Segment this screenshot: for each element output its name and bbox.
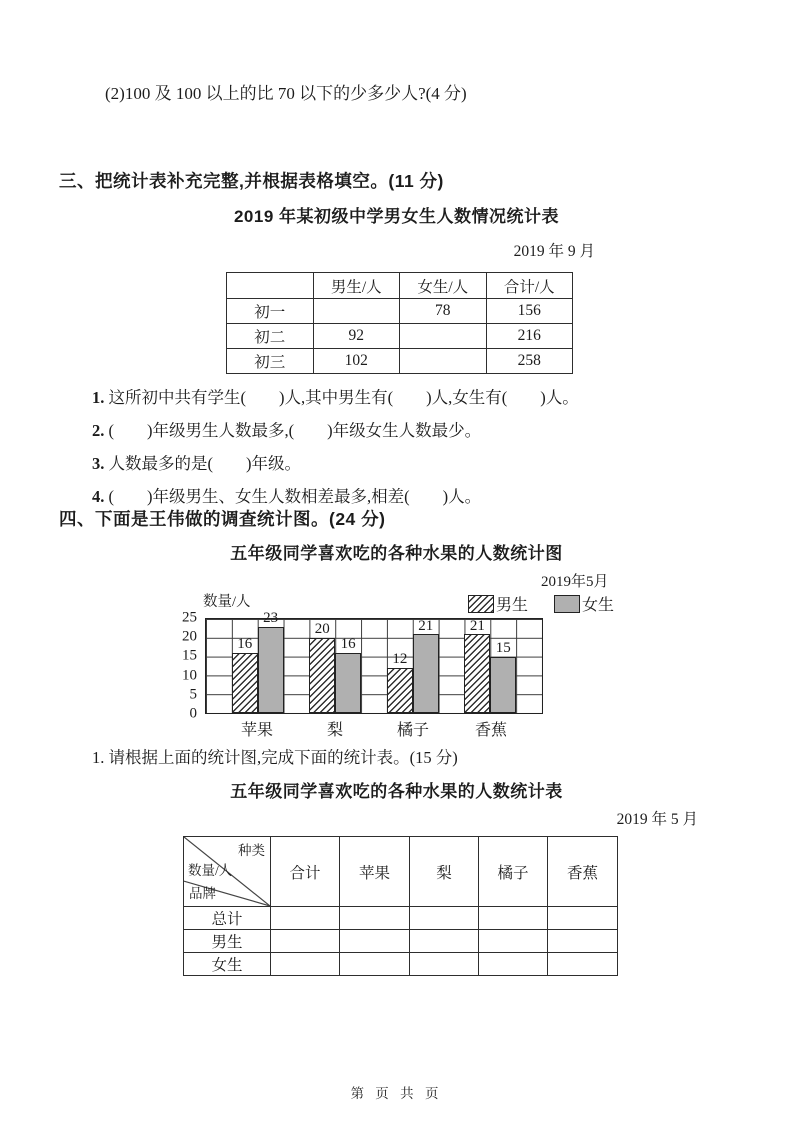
grade3-male-cell: 102 [313, 349, 400, 374]
fruit-table-title: 五年级同学喜欢吃的各种水果的人数统计表 [230, 782, 563, 801]
empty-fill-cell [548, 907, 618, 930]
section-four-question-1 [92, 744, 458, 768]
section-four-question-1-text: 请根据上面的统计图,完成下面的统计表。(15 分) [104, 748, 458, 767]
question-1 [92, 387, 752, 408]
empty-fill-cell [271, 953, 340, 976]
bar-男生-橘子 [387, 651, 413, 713]
x-category-label: 梨 [326, 722, 344, 739]
bar-value-label: 21 [469, 617, 485, 634]
legend-female-label: 女生 [582, 597, 615, 614]
question-3-text: 人数最多的是( )年级。 [104, 454, 301, 473]
empty-fill-cell [479, 907, 548, 930]
corner-label-brand: 品牌 [189, 885, 216, 901]
bar-chart-plot-grid [205, 610, 543, 714]
x-category-label: 橘子 [396, 722, 430, 739]
empty-fill-cell [548, 930, 618, 953]
row-header-female: 女生 [184, 953, 271, 976]
header-total-cell: 合计/人 [486, 273, 573, 299]
legend-item-male [468, 592, 528, 615]
table-header-row [227, 273, 573, 299]
bar-value-label: 12 [392, 651, 408, 668]
grade2-female-cell [400, 324, 487, 349]
bar-value-label: 21 [418, 617, 434, 634]
y-axis-tick: 5 [189, 686, 197, 703]
fruit-table-row-total [184, 907, 618, 930]
bar-chart-title: 五年级同学喜欢吃的各种水果的人数统计图 [230, 544, 563, 563]
question-4 [92, 486, 752, 507]
row-header-total: 总计 [184, 907, 271, 930]
male-hatched-swatch-icon [468, 595, 494, 613]
x-axis-category-labels [205, 717, 543, 739]
fruit-table-date: 2019 年 5 月 [616, 811, 698, 828]
y-axis-tick: 0 [189, 705, 197, 722]
y-axis-ticks [163, 609, 201, 722]
table-row [227, 324, 573, 349]
empty-fill-cell [410, 930, 479, 953]
empty-fill-cell [340, 907, 410, 930]
fruit-table-row-male [184, 930, 618, 953]
empty-fill-cell [340, 953, 410, 976]
grade2-male-cell: 92 [313, 324, 400, 349]
section-four-heading: 四、下面是王伟做的调查统计图。(24 分) [59, 509, 386, 529]
question-2-number: (2) [105, 84, 125, 103]
bar-value-label: 15 [495, 640, 511, 657]
corner-label-category: 种类 [238, 843, 265, 858]
fruit-table-row-female [184, 953, 618, 976]
empty-fill-cell [410, 953, 479, 976]
col-header-total: 合计 [271, 837, 340, 907]
question-2-text: ( )年级男生人数最多,( )年级女生人数最少。 [104, 421, 482, 440]
y-axis-tick: 25 [182, 609, 197, 626]
col-header-apple: 苹果 [340, 837, 410, 907]
diagonal-corner-cell [184, 837, 271, 907]
female-gray-swatch-icon [554, 595, 580, 613]
bar-女生-梨 [335, 636, 361, 713]
y-axis-tick: 15 [182, 647, 197, 664]
header-male-cell: 男生/人 [313, 273, 400, 299]
y-axis-tick: 10 [182, 667, 197, 684]
question-2-number: 2. [92, 421, 105, 440]
row-label-grade1: 初一 [227, 299, 314, 324]
empty-fill-cell [410, 907, 479, 930]
fruit-table-header-row [184, 837, 618, 907]
fill-in-questions-list [92, 387, 752, 519]
col-header-pear: 梨 [410, 837, 479, 907]
question-2-text: 100 及 100 以上的比 70 以下的少多少人?(4 分) [124, 84, 467, 103]
row-header-male: 男生 [184, 930, 271, 953]
section-four-question-1-number: 1. [92, 748, 105, 767]
chart-legend [468, 592, 614, 615]
empty-fill-cell [271, 930, 340, 953]
table-one-date: 2019 年 9 月 [513, 243, 595, 260]
bar-value-label: 23 [263, 610, 279, 627]
x-category-label: 香蕉 [474, 722, 508, 739]
bar-男生-苹果 [232, 636, 258, 713]
legend-item-female [554, 592, 614, 615]
empty-fill-cell [271, 907, 340, 930]
bar-女生-苹果 [258, 610, 284, 713]
row-label-grade3: 初三 [227, 349, 314, 374]
page-footer: 第 页 共 页 [350, 1086, 443, 1101]
bar-男生-梨 [309, 621, 335, 713]
empty-fill-cell [479, 953, 548, 976]
table-one-title: 2019 年某初级中学男女生人数情况统计表 [233, 207, 560, 226]
grade3-total-cell: 258 [486, 349, 573, 374]
table-row [227, 349, 573, 374]
grade3-female-cell [400, 349, 487, 374]
question-2-line [105, 79, 467, 104]
question-4-number: 4. [92, 487, 105, 506]
bar-chart-date: 2019年5月 [541, 574, 609, 590]
x-category-label: 苹果 [240, 722, 274, 739]
question-4-text: ( )年级男生、女生人数相差最多,相差( )人。 [104, 487, 482, 506]
bar-女生-香蕉 [490, 640, 516, 713]
bar-value-label: 20 [314, 621, 330, 638]
col-header-banana: 香蕉 [548, 837, 618, 907]
grade2-total-cell: 216 [486, 324, 573, 349]
empty-fill-cell [548, 953, 618, 976]
fruit-statistics-table [183, 836, 618, 976]
grade1-male-cell [313, 299, 400, 324]
grade1-female-cell: 78 [400, 299, 487, 324]
header-blank-cell [227, 273, 314, 299]
table-row [227, 299, 573, 324]
row-label-grade2: 初二 [227, 324, 314, 349]
corner-label-quantity: 数量/人 [188, 863, 233, 878]
bar-value-label: 16 [237, 636, 253, 653]
question-2 [92, 420, 752, 441]
question-1-text: 这所初中共有学生( )人,其中男生有( )人,女生有( )人。 [104, 388, 579, 407]
bar-chart-area [182, 609, 543, 739]
legend-male-label: 男生 [496, 597, 529, 614]
empty-fill-cell [479, 930, 548, 953]
bar-男生-香蕉 [464, 617, 490, 713]
y-axis-label: 数量/人 [203, 594, 251, 610]
question-1-number: 1. [92, 388, 105, 407]
empty-fill-cell [340, 930, 410, 953]
students-statistics-table [226, 272, 573, 374]
grade1-total-cell: 156 [486, 299, 573, 324]
bar-女生-橘子 [413, 617, 439, 713]
section-three-heading: 三、把统计表补充完整,并根据表格填空。(11 分) [59, 171, 444, 191]
col-header-orange: 橘子 [479, 837, 548, 907]
question-3 [92, 453, 752, 474]
bar-value-label: 16 [340, 636, 356, 653]
y-axis-tick: 20 [182, 628, 197, 645]
question-3-number: 3. [92, 454, 105, 473]
header-female-cell: 女生/人 [400, 273, 487, 299]
